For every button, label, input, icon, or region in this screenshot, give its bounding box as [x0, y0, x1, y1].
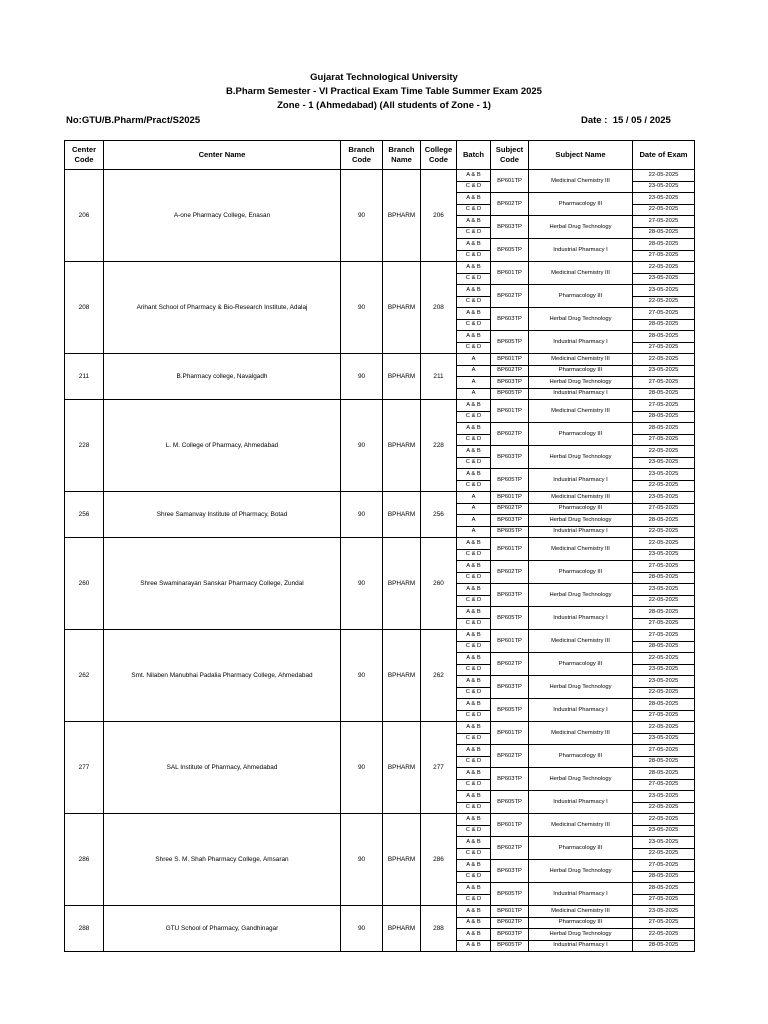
exam-date: 28-05-2025 [633, 319, 695, 331]
batch: A & B [457, 561, 491, 573]
subject-name: Herbal Drug Technology [529, 676, 633, 699]
batch: A & B [457, 423, 491, 435]
exam-date: 23-05-2025 [633, 273, 695, 285]
batch: A & B [457, 262, 491, 274]
exam-date: 22-05-2025 [633, 802, 695, 814]
center-code: 286 [65, 814, 104, 906]
exam-date: 28-05-2025 [633, 699, 695, 711]
subject-code: BP601TP [491, 722, 529, 745]
subject-code: BP603TP [491, 446, 529, 469]
date-label: Date : [581, 115, 608, 126]
exam-date: 27-05-2025 [633, 779, 695, 791]
subject-code: BP605TP [491, 526, 529, 538]
subject-code: BP603TP [491, 584, 529, 607]
batch: A & B [457, 584, 491, 596]
subject-name: Pharmacology III [529, 837, 633, 860]
table-row [65, 262, 695, 274]
subject-code: BP602TP [491, 653, 529, 676]
subject-name: Herbal Drug Technology [529, 515, 633, 527]
exam-date: 27-05-2025 [633, 308, 695, 320]
subject-code: BP602TP [491, 561, 529, 584]
batch: C & D [457, 595, 491, 607]
subject-code: BP602TP [491, 745, 529, 768]
subject-code: BP605TP [491, 239, 529, 262]
exam-date: 23-05-2025 [633, 906, 695, 918]
subject-code: BP601TP [491, 538, 529, 561]
center-code: 211 [65, 354, 104, 400]
batch: A [457, 377, 491, 389]
center-code: 228 [65, 400, 104, 492]
center-name: GTU School of Pharmacy, Gandhinagar [104, 906, 341, 952]
exam-date: 28-05-2025 [633, 768, 695, 780]
batch: A [457, 526, 491, 538]
college-code: 288 [421, 906, 457, 952]
branch-name: BPHARM [383, 630, 421, 722]
exam-date: 22-05-2025 [633, 687, 695, 699]
branch-code: 90 [341, 630, 383, 722]
subject-code: BP601TP [491, 814, 529, 837]
batch: C & D [457, 618, 491, 630]
table-row [65, 538, 695, 550]
batch: A [457, 354, 491, 366]
exam-date: 28-05-2025 [633, 515, 695, 527]
branch-code: 90 [341, 400, 383, 492]
subject-name: Medicinal Chemistry III [529, 262, 633, 285]
subject-name: Industrial Pharmacy I [529, 469, 633, 492]
subject-code: BP602TP [491, 503, 529, 515]
subject-code: BP601TP [491, 906, 529, 918]
col-header-branch-code: Branch Code [341, 141, 383, 170]
subject-code: BP602TP [491, 193, 529, 216]
exam-date: 23-05-2025 [633, 791, 695, 803]
batch: C & D [457, 319, 491, 331]
subject-name: Industrial Pharmacy I [529, 388, 633, 400]
college-code: 260 [421, 538, 457, 630]
subject-code: BP603TP [491, 676, 529, 699]
subject-name: Pharmacology III [529, 193, 633, 216]
batch: C & D [457, 434, 491, 446]
table-row [65, 630, 695, 642]
center-name: Shree Samanvay Institute of Pharmacy, Botad [104, 492, 341, 538]
batch: A & B [457, 814, 491, 826]
branch-name: BPHARM [383, 262, 421, 354]
branch-name: BPHARM [383, 170, 421, 262]
subject-code: BP603TP [491, 860, 529, 883]
branch-name: BPHARM [383, 400, 421, 492]
center-name: SAL Institute of Pharmacy, Ahmedabad [104, 722, 341, 814]
center-code: 256 [65, 492, 104, 538]
exam-date: 22-05-2025 [633, 526, 695, 538]
batch: A [457, 515, 491, 527]
subject-name: Herbal Drug Technology [529, 377, 633, 389]
batch: A & B [457, 791, 491, 803]
batch: C & D [457, 779, 491, 791]
exam-date: 28-05-2025 [633, 423, 695, 435]
subject-code: BP602TP [491, 285, 529, 308]
exam-date: 28-05-2025 [633, 607, 695, 619]
exam-date: 23-05-2025 [633, 492, 695, 504]
subject-code: BP603TP [491, 768, 529, 791]
exam-date: 27-05-2025 [633, 342, 695, 354]
batch: A & B [457, 883, 491, 895]
exam-date: 22-05-2025 [633, 848, 695, 860]
subject-name: Pharmacology III [529, 365, 633, 377]
batch: C & D [457, 342, 491, 354]
col-header-batch: Batch [457, 141, 491, 170]
batch: C & D [457, 296, 491, 308]
zone-line: Zone - 1 (Ahmedabad) (All students of Zone - 1) [277, 100, 491, 111]
college-code: 208 [421, 262, 457, 354]
college-code: 262 [421, 630, 457, 722]
table-row [65, 492, 695, 504]
college-code: 211 [421, 354, 457, 400]
batch: A & B [457, 216, 491, 228]
exam-date: 23-05-2025 [633, 365, 695, 377]
batch: A & B [457, 676, 491, 688]
exam-date: 28-05-2025 [633, 871, 695, 883]
batch: C & D [457, 756, 491, 768]
exam-date: 28-05-2025 [633, 388, 695, 400]
center-name: Arihant School of Pharmacy & Bio-Research Institute, Adalaj [104, 262, 341, 354]
center-name: L. M. College of Pharmacy, Ahmedabad [104, 400, 341, 492]
college-code: 206 [421, 170, 457, 262]
batch: C & D [457, 710, 491, 722]
exam-date: 23-05-2025 [633, 837, 695, 849]
batch: A & B [457, 193, 491, 205]
batch: A & B [457, 837, 491, 849]
subject-name: Pharmacology III [529, 917, 633, 929]
subject-name: Industrial Pharmacy I [529, 940, 633, 952]
batch: A [457, 365, 491, 377]
subject-code: BP603TP [491, 216, 529, 239]
exam-date: 27-05-2025 [633, 860, 695, 872]
exam-date: 27-05-2025 [633, 377, 695, 389]
exam-date: 23-05-2025 [633, 733, 695, 745]
center-code: 288 [65, 906, 104, 952]
exam-date: 23-05-2025 [633, 584, 695, 596]
subject-name: Pharmacology III [529, 285, 633, 308]
subject-code: BP601TP [491, 400, 529, 423]
center-name: Smt. Nilaben Manubhai Padalia Pharmacy College, Ahmedabad [104, 630, 341, 722]
exam-date: 28-05-2025 [633, 883, 695, 895]
subject-code: BP603TP [491, 515, 529, 527]
subject-name: Herbal Drug Technology [529, 584, 633, 607]
subject-code: BP605TP [491, 607, 529, 630]
subject-name: Medicinal Chemistry III [529, 170, 633, 193]
batch: C & D [457, 894, 491, 906]
subject-code: BP603TP [491, 377, 529, 389]
exam-date: 28-05-2025 [633, 572, 695, 584]
batch: A & B [457, 285, 491, 297]
batch: A & B [457, 469, 491, 481]
subject-code: BP602TP [491, 423, 529, 446]
subject-name: Medicinal Chemistry III [529, 906, 633, 918]
exam-date: 23-05-2025 [633, 676, 695, 688]
table-row [65, 906, 695, 918]
subject-code: BP603TP [491, 308, 529, 331]
subject-name: Industrial Pharmacy I [529, 331, 633, 354]
exam-date: 28-05-2025 [633, 756, 695, 768]
batch: A & B [457, 745, 491, 757]
batch: C & D [457, 411, 491, 423]
batch: A & B [457, 929, 491, 941]
center-code: 208 [65, 262, 104, 354]
exam-date: 27-05-2025 [633, 630, 695, 642]
subject-code: BP601TP [491, 492, 529, 504]
exam-date: 23-05-2025 [633, 549, 695, 561]
batch: C & D [457, 825, 491, 837]
exam-date: 28-05-2025 [633, 641, 695, 653]
branch-code: 90 [341, 814, 383, 906]
batch: A & B [457, 170, 491, 182]
table-row [65, 400, 695, 412]
exam-date: 22-05-2025 [633, 722, 695, 734]
batch: C & D [457, 549, 491, 561]
branch-name: BPHARM [383, 814, 421, 906]
subject-name: Herbal Drug Technology [529, 929, 633, 941]
col-header-subject-name: Subject Name [529, 141, 633, 170]
table-row [65, 722, 695, 734]
exam-date: 22-05-2025 [633, 354, 695, 366]
batch: C & D [457, 204, 491, 216]
batch: C & D [457, 572, 491, 584]
branch-name: BPHARM [383, 722, 421, 814]
subject-name: Medicinal Chemistry III [529, 722, 633, 745]
subject-name: Industrial Pharmacy I [529, 526, 633, 538]
exam-timetable [64, 140, 695, 952]
subject-code: BP605TP [491, 469, 529, 492]
batch: A [457, 492, 491, 504]
exam-date: 27-05-2025 [633, 745, 695, 757]
batch: C & D [457, 227, 491, 239]
subject-name: Herbal Drug Technology [529, 216, 633, 239]
subject-code: BP605TP [491, 883, 529, 906]
exam-date: 23-05-2025 [633, 825, 695, 837]
center-name: Shree Swaminarayan Sanskar Pharmacy College, Zundal [104, 538, 341, 630]
exam-date: 27-05-2025 [633, 710, 695, 722]
batch: A & B [457, 940, 491, 952]
exam-date: 22-05-2025 [633, 262, 695, 274]
col-header-college-code: College Code [421, 141, 457, 170]
col-header-subject-code: Subject Code [491, 141, 529, 170]
subject-code: BP605TP [491, 388, 529, 400]
batch: C & D [457, 250, 491, 262]
exam-date: 28-05-2025 [633, 331, 695, 343]
branch-code: 90 [341, 354, 383, 400]
batch: A [457, 503, 491, 515]
exam-date: 28-05-2025 [633, 411, 695, 423]
exam-date: 28-05-2025 [633, 940, 695, 952]
col-header-center-code: Center Code [65, 141, 104, 170]
exam-date: 27-05-2025 [633, 250, 695, 262]
date-value: 15 / 05 / 2025 [612, 115, 671, 126]
batch: A & B [457, 722, 491, 734]
subject-code: BP605TP [491, 331, 529, 354]
subject-name: Herbal Drug Technology [529, 768, 633, 791]
batch: C & D [457, 181, 491, 193]
subject-name: Industrial Pharmacy I [529, 239, 633, 262]
batch: A & B [457, 446, 491, 458]
branch-name: BPHARM [383, 538, 421, 630]
exam-date: 27-05-2025 [633, 618, 695, 630]
university-name: Gujarat Technological University [310, 72, 458, 83]
exam-date: 27-05-2025 [633, 917, 695, 929]
batch: A & B [457, 630, 491, 642]
batch: A & B [457, 538, 491, 550]
exam-date: 27-05-2025 [633, 503, 695, 515]
exam-date: 23-05-2025 [633, 285, 695, 297]
batch: A & B [457, 653, 491, 665]
subject-code: BP605TP [491, 791, 529, 814]
branch-name: BPHARM [383, 354, 421, 400]
exam-date: 28-05-2025 [633, 239, 695, 251]
center-name: A-one Pharmacy College, Enasan [104, 170, 341, 262]
subject-code: BP602TP [491, 837, 529, 860]
batch: A & B [457, 917, 491, 929]
exam-date: 22-05-2025 [633, 929, 695, 941]
center-code: 206 [65, 170, 104, 262]
college-code: 256 [421, 492, 457, 538]
subject-name: Pharmacology III [529, 561, 633, 584]
subject-code: BP603TP [491, 929, 529, 941]
col-header-center-name: Center Name [104, 141, 341, 170]
subject-code: BP601TP [491, 170, 529, 193]
subject-code: BP601TP [491, 354, 529, 366]
exam-date: 23-05-2025 [633, 469, 695, 481]
subject-name: Pharmacology III [529, 423, 633, 446]
subject-name: Industrial Pharmacy I [529, 607, 633, 630]
exam-date: 22-05-2025 [633, 538, 695, 550]
center-name: Shree S. M. Shah Pharmacy College, Amsaran [104, 814, 341, 906]
exam-date: 22-05-2025 [633, 595, 695, 607]
batch: A & B [457, 331, 491, 343]
college-code: 277 [421, 722, 457, 814]
batch: C & D [457, 457, 491, 469]
batch: A & B [457, 308, 491, 320]
batch: C & D [457, 687, 491, 699]
subject-code: BP602TP [491, 365, 529, 377]
subject-name: Medicinal Chemistry III [529, 814, 633, 837]
col-header-exam-date: Date of Exam [633, 141, 695, 170]
subject-name: Medicinal Chemistry III [529, 354, 633, 366]
subject-name: Herbal Drug Technology [529, 308, 633, 331]
subject-name: Medicinal Chemistry III [529, 538, 633, 561]
exam-date: 28-05-2025 [633, 227, 695, 239]
exam-date: 27-05-2025 [633, 561, 695, 573]
batch: A & B [457, 699, 491, 711]
subject-code: BP605TP [491, 699, 529, 722]
branch-code: 90 [341, 722, 383, 814]
table-row [65, 354, 695, 366]
issue-date [581, 115, 671, 126]
exam-date: 22-05-2025 [633, 814, 695, 826]
batch: C & D [457, 273, 491, 285]
subject-code: BP602TP [491, 917, 529, 929]
center-code: 277 [65, 722, 104, 814]
batch: C & D [457, 733, 491, 745]
table-row [65, 170, 695, 182]
exam-date: 27-05-2025 [633, 434, 695, 446]
exam-date: 27-05-2025 [633, 400, 695, 412]
batch: A & B [457, 768, 491, 780]
center-name: B.Pharmacy college, Navalgadh [104, 354, 341, 400]
batch: A & B [457, 239, 491, 251]
exam-date: 23-05-2025 [633, 664, 695, 676]
exam-date: 23-05-2025 [633, 193, 695, 205]
batch: A & B [457, 860, 491, 872]
subject-name: Herbal Drug Technology [529, 860, 633, 883]
subject-name: Pharmacology III [529, 653, 633, 676]
subject-code: BP601TP [491, 630, 529, 653]
exam-date: 23-05-2025 [633, 457, 695, 469]
exam-date: 22-05-2025 [633, 170, 695, 182]
branch-name: BPHARM [383, 492, 421, 538]
table-row [65, 814, 695, 826]
branch-name: BPHARM [383, 906, 421, 952]
subject-name: Herbal Drug Technology [529, 446, 633, 469]
batch: A & B [457, 906, 491, 918]
college-code: 286 [421, 814, 457, 906]
branch-code: 90 [341, 170, 383, 262]
batch: A [457, 388, 491, 400]
subject-code: BP601TP [491, 262, 529, 285]
subject-name: Medicinal Chemistry III [529, 492, 633, 504]
exam-date: 22-05-2025 [633, 446, 695, 458]
batch: A & B [457, 400, 491, 412]
branch-code: 90 [341, 906, 383, 952]
subject-name: Medicinal Chemistry III [529, 400, 633, 423]
exam-date: 27-05-2025 [633, 894, 695, 906]
branch-code: 90 [341, 492, 383, 538]
batch: C & D [457, 641, 491, 653]
center-code: 260 [65, 538, 104, 630]
subject-code: BP605TP [491, 940, 529, 952]
batch: C & D [457, 480, 491, 492]
batch: A & B [457, 607, 491, 619]
exam-date: 22-05-2025 [633, 204, 695, 216]
subject-name: Industrial Pharmacy I [529, 699, 633, 722]
subject-name: Industrial Pharmacy I [529, 883, 633, 906]
exam-date: 27-05-2025 [633, 216, 695, 228]
batch: C & D [457, 871, 491, 883]
batch: C & D [457, 802, 491, 814]
exam-date: 22-05-2025 [633, 480, 695, 492]
subject-name: Pharmacology III [529, 745, 633, 768]
table-header-row [65, 141, 695, 170]
subject-name: Pharmacology III [529, 503, 633, 515]
reference-number: No:GTU/B.Pharm/Pract/S2025 [66, 115, 201, 126]
exam-date: 22-05-2025 [633, 296, 695, 308]
exam-date: 23-05-2025 [633, 181, 695, 193]
subject-name: Industrial Pharmacy I [529, 791, 633, 814]
batch: C & D [457, 848, 491, 860]
center-code: 262 [65, 630, 104, 722]
col-header-branch-name: Branch Name [383, 141, 421, 170]
exam-date: 22-05-2025 [633, 653, 695, 665]
subject-name: Medicinal Chemistry III [529, 630, 633, 653]
college-code: 228 [421, 400, 457, 492]
branch-code: 90 [341, 538, 383, 630]
batch: C & D [457, 664, 491, 676]
branch-code: 90 [341, 262, 383, 354]
document-title: B.Pharm Semester - VI Practical Exam Time Table Summer Exam 2025 [226, 86, 542, 97]
